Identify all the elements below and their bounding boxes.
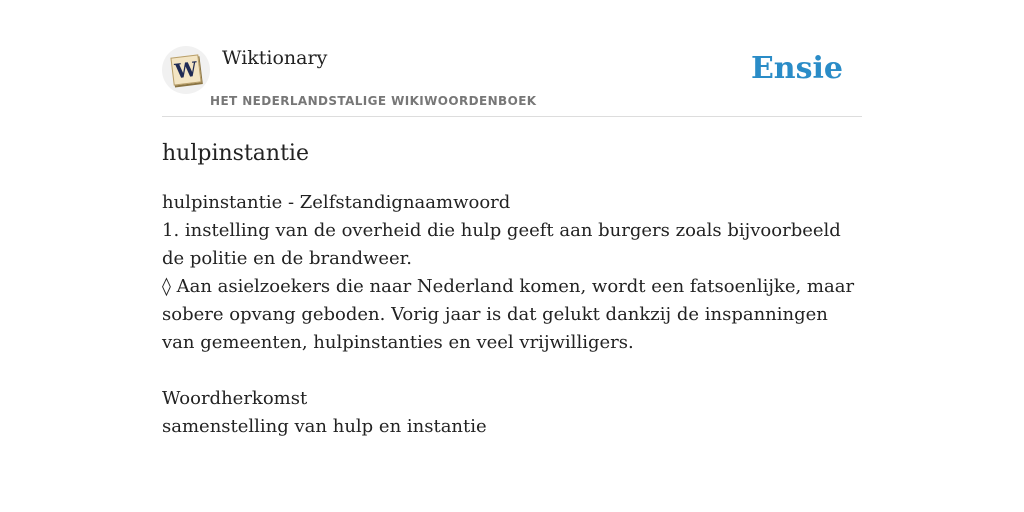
site-name[interactable]: Wiktionary — [222, 47, 328, 69]
site-header — [162, 44, 862, 117]
main-content — [162, 138, 862, 441]
etymology-heading: Woordherkomst — [162, 388, 308, 409]
logo-tile: W — [170, 54, 201, 85]
site-tagline: HET NEDERLANDSTALIGE WIKIWOORDENBOEK — [210, 94, 537, 108]
entry-body — [162, 189, 862, 441]
wiktionary-logo-icon[interactable] — [162, 46, 210, 94]
spacer — [162, 357, 862, 385]
entry-headline: hulpinstantie - Zelfstandignaamwoord — [162, 192, 511, 213]
etymology-text: samenstelling van hulp en instantie — [162, 416, 487, 437]
ensie-brand-link[interactable]: Ensie — [750, 51, 843, 86]
page-title: hulpinstantie — [162, 141, 309, 166]
entry-example: ◊ Aan asielzoekers die naar Nederland komen, wordt een fatsoenlijke, maar sobere opvang geboden. Vorig jaar is dat gelukt dankzij de inspanningen van gemeenten, hulpinstanties en veel vrijwilligers. — [162, 276, 855, 353]
entry-definition: 1. instelling van de overheid die hulp geeft aan burgers zoals bijvoorbeeld de politie en de brandweer. — [162, 220, 841, 269]
